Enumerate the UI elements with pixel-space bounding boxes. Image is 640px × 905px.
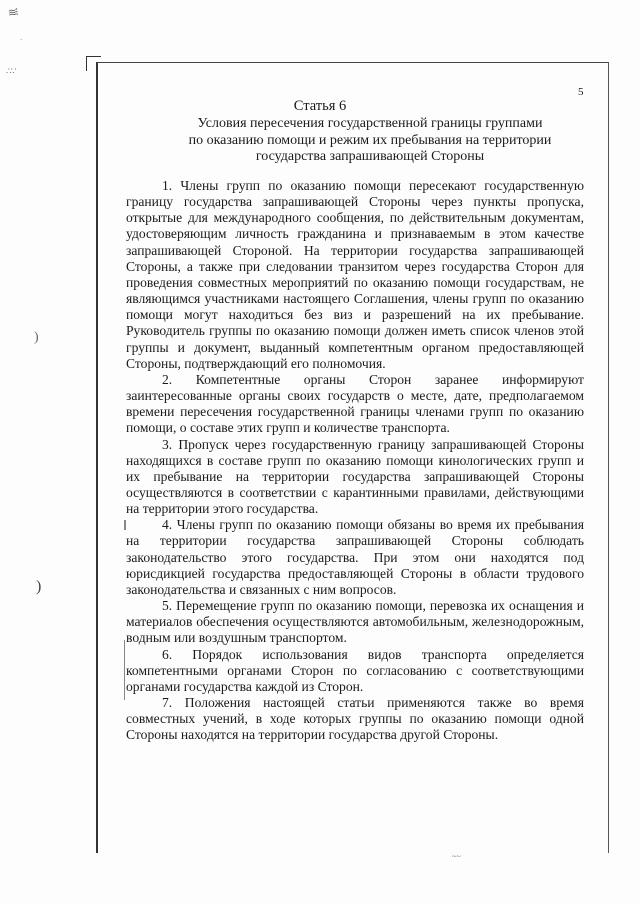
scan-artifact: ·	[20, 36, 23, 44]
binding-hole-mark: )	[34, 330, 39, 345]
article-title	[150, 116, 590, 166]
page-number: 5	[578, 86, 584, 98]
article-title-line: по оказанию помощи и режим их пребывания на территории	[188, 132, 552, 148]
paragraph: 6. Порядок использования видов транспорта определяется компетентными органами Сторон по согласованию с соответствующими органами государства каждой из Сторон.	[126, 646, 584, 694]
article-body	[126, 178, 584, 743]
paragraph: 7. Положения настоящей статьи применяются также во время совместных учений, в ходе которых группы по оказанию помощи одной Стороны находятся на территории государства другой Стороны.	[126, 695, 584, 743]
article-title-line: государства запрашивающей Стороны	[255, 149, 485, 165]
article-number: Статья 6	[293, 98, 347, 114]
paragraph: 2. Компетентные органы Сторон заранее информируют заинтересованные органы своих государств о месте, дате, предполагаемом времени пересечения государственной границы членами групп по оказанию помощи, о составе этих групп и количестве транспорта.	[126, 371, 584, 436]
paragraph: 1. Члены групп по оказанию помощи пересекают государственную границу государства запрашивающей Стороны через пункты пропуска, открытые для международного сообщения, по действительным документам, удостоверяющим личность гражданина и признаваемым в этом качестве запрашивающей Стороной. На территории государства запрашивающей Стороны, а также при следовании транзитом через государства Сторон для проведения совместных мероприятий по оказанию помощи государствам, не являющимся участниками настоящего Соглашения, члены групп по оказанию помощи могут находиться без виз и разрешений на их пребывание. Руководитель группы по оказанию помощи должен иметь список членов этой группы и документ, выданный компетентным органом предоставляющей Стороны, подтверждающий его полномочия.	[126, 178, 584, 371]
article-title-line: Условия пересечения государственной границы группами	[197, 116, 543, 131]
scan-artifact: ∴∵	[6, 66, 16, 76]
scan-artifact: ~~	[452, 852, 461, 861]
binding-hole-mark: )	[36, 578, 42, 595]
paragraph: 4. Члены групп по оказанию помощи обязаны во время их пребывания на территории государства запрашивающей Стороны соблюдать законодательство этого государства. При этом они находятся под юрисдикцией государства предоставляющей Стороны в области трудового законодательства и связанных с ним вопросов.	[126, 517, 584, 597]
paragraph: 3. Пропуск через государственную границу запрашивающей Стороны находящихся в составе групп по оказанию помощи кинологических групп и их пребывание на территории государства запрашивающей Стороны осуществляются в соответствии с карантинными правилами, действующими на территории этого государства.	[126, 436, 584, 517]
paragraph: 5. Перемещение групп по оказанию помощи, перевозка их оснащения и материалов обеспечения осуществляются автомобильным, железнодорожным, водным или воздушным транспортом.	[126, 598, 584, 646]
scan-artifact: ≋⁝	[7, 6, 18, 20]
